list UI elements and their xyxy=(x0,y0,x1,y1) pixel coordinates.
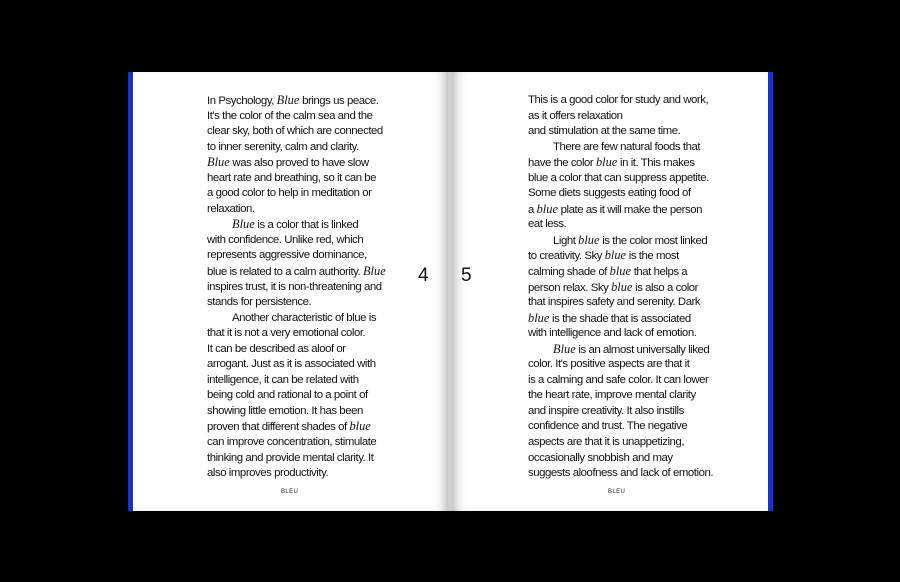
text-run: suggests aloofness and lack of emotion. xyxy=(528,467,714,480)
text-line xyxy=(528,109,733,125)
text-run: clear sky, both of which are connected xyxy=(207,125,383,138)
text-run: can improve concentration, stimulate xyxy=(207,436,377,449)
text-run: proven that different shades of xyxy=(207,421,350,434)
text-line xyxy=(528,388,733,404)
emphasized-word: blue xyxy=(595,155,618,170)
text-run: Light xyxy=(553,234,579,247)
text-line xyxy=(207,357,402,373)
text-run: that helps a xyxy=(630,266,688,279)
text-run: person relax. Sky xyxy=(528,281,612,294)
text-line xyxy=(528,93,733,109)
text-run: There are few natural foods that xyxy=(553,140,701,153)
running-footer-right: BLEU xyxy=(608,489,626,495)
text-line xyxy=(528,140,733,156)
emphasized-word: Blue xyxy=(232,217,255,232)
text-line xyxy=(528,419,733,435)
text-run: is also a color xyxy=(632,281,699,294)
text-run: with intelligence and lack of emotion. xyxy=(528,327,697,340)
text-run: that inspires safety and serenity. Dark xyxy=(528,296,701,309)
text-run: is a calming and safe color. It can lower xyxy=(528,373,709,386)
text-run: to inner serenity, calm and clarity. xyxy=(207,140,359,153)
text-line xyxy=(207,419,402,435)
text-run: relaxation. xyxy=(207,202,255,215)
text-run: is the color most linked xyxy=(599,234,708,247)
text-run: represents aggressive dominance, xyxy=(207,249,367,262)
text-run: is the most xyxy=(626,250,679,263)
text-line xyxy=(528,264,733,280)
text-line xyxy=(528,451,733,467)
text-line xyxy=(528,466,733,482)
text-run: is an almost universally liked xyxy=(575,343,710,356)
text-line xyxy=(207,248,402,264)
text-run: stands for persistence. xyxy=(207,296,312,309)
text-line xyxy=(207,217,402,233)
text-run: is the shade that is associated xyxy=(549,312,691,325)
text-line xyxy=(207,140,402,156)
text-line xyxy=(207,93,402,109)
text-run: aspects are that it is unappetizing, xyxy=(528,436,685,449)
text-run: In Psychology, xyxy=(207,95,277,107)
text-run: blue a color that can suppress appetite. xyxy=(528,171,709,184)
text-line xyxy=(207,466,402,482)
text-run: confidence and trust. The negative xyxy=(528,420,688,433)
text-line xyxy=(528,357,733,373)
text-line xyxy=(207,186,402,202)
text-line xyxy=(207,109,402,125)
text-run: with confidence. Unlike red, which xyxy=(207,233,364,246)
text-line xyxy=(528,326,733,342)
text-line xyxy=(207,373,402,389)
text-line xyxy=(207,124,402,140)
text-line xyxy=(528,202,733,218)
text-line xyxy=(528,295,733,311)
text-line xyxy=(207,435,402,451)
text-line xyxy=(528,186,733,202)
text-run: intelligence, it can be related with xyxy=(207,373,359,386)
text-run: is a color that is linked xyxy=(254,219,359,232)
text-run: being cold and rational to a point of xyxy=(207,389,368,402)
text-run: a good color to help in meditation or xyxy=(207,187,372,200)
emphasized-word: Blue xyxy=(362,264,386,279)
text-line xyxy=(528,171,733,187)
text-line xyxy=(528,311,733,327)
text-line xyxy=(528,404,733,420)
text-line xyxy=(528,248,733,264)
text-line xyxy=(207,404,402,420)
text-line xyxy=(207,280,402,296)
text-line xyxy=(528,280,733,296)
text-run: in it. This makes xyxy=(617,157,695,170)
text-run: was also proved to have slow xyxy=(229,157,369,170)
text-line xyxy=(207,171,402,187)
text-run: showing little emotion. It has been xyxy=(207,404,363,417)
text-run: brings us peace. xyxy=(299,95,379,107)
text-run: that it is not a very emotional color. xyxy=(207,327,366,340)
text-line xyxy=(207,342,402,358)
text-run: eat less. xyxy=(528,218,567,231)
text-line xyxy=(528,217,733,233)
text-run: and stimulation at the same time. xyxy=(528,125,681,138)
emphasized-word: blue xyxy=(609,264,631,279)
text-line xyxy=(528,435,733,451)
emphasized-word: blue xyxy=(536,201,558,216)
emphasized-word: Blue xyxy=(276,93,300,107)
text-line xyxy=(528,373,733,389)
text-run: Some diets suggests eating food of xyxy=(528,187,691,200)
text-line xyxy=(207,451,402,467)
text-run: Another characteristic of blue is xyxy=(232,311,377,324)
text-run: and inspire creativity. It also instills xyxy=(528,404,684,417)
emphasized-word: blue xyxy=(611,279,633,294)
text-run: to creativity. Sky xyxy=(528,250,605,263)
text-line xyxy=(207,202,402,218)
text-line xyxy=(528,155,733,171)
text-run: blue is related to a calm authority. xyxy=(207,266,363,279)
text-run: also improves productivity. xyxy=(207,467,329,480)
left-page-text xyxy=(207,93,402,482)
text-line xyxy=(528,124,733,140)
emphasized-word: blue xyxy=(349,419,371,434)
text-run: plate as it will make the person xyxy=(557,203,703,216)
emphasized-word: blue xyxy=(578,232,600,247)
text-line xyxy=(207,295,402,311)
text-run: inspires trust, it is non-threatening and xyxy=(207,280,382,293)
emphasized-word: blue xyxy=(604,248,627,263)
text-run: have the color xyxy=(528,157,596,170)
right-page-text xyxy=(528,93,733,482)
text-run: heart rate and breathing, so it can be xyxy=(207,171,377,184)
text-run: thinking and provide mental clarity. It xyxy=(207,451,374,464)
page-number-right: 5 xyxy=(461,265,472,286)
text-run: This is a good color for study and work, xyxy=(528,94,709,106)
book-spine-right xyxy=(768,72,773,511)
text-line xyxy=(207,326,402,342)
text-line xyxy=(207,155,402,171)
text-run: color. It's positive aspects are that it xyxy=(528,358,690,371)
text-run: arrogant. Just as it is associated with xyxy=(207,358,376,371)
text-line xyxy=(528,233,733,249)
text-run: It's the color of the calm sea and the xyxy=(207,109,373,122)
page-number-left: 4 xyxy=(418,265,429,286)
text-line xyxy=(207,264,402,280)
text-line xyxy=(528,342,733,358)
text-run: occasionally snobbish and may xyxy=(528,451,673,464)
text-run: calming shade of xyxy=(528,266,610,279)
running-footer-left: BLEU xyxy=(281,489,299,495)
text-line xyxy=(207,388,402,404)
text-run: a xyxy=(528,203,537,216)
text-line xyxy=(207,311,402,327)
emphasized-word: Blue xyxy=(553,341,576,356)
text-line xyxy=(207,233,402,249)
text-run: as it offers relaxation xyxy=(528,109,623,122)
emphasized-word: Blue xyxy=(207,155,230,170)
emphasized-word: blue xyxy=(528,310,550,325)
text-run: It can be described as aloof or xyxy=(207,342,346,355)
text-run: the heart rate, improve mental clarity xyxy=(528,389,696,402)
